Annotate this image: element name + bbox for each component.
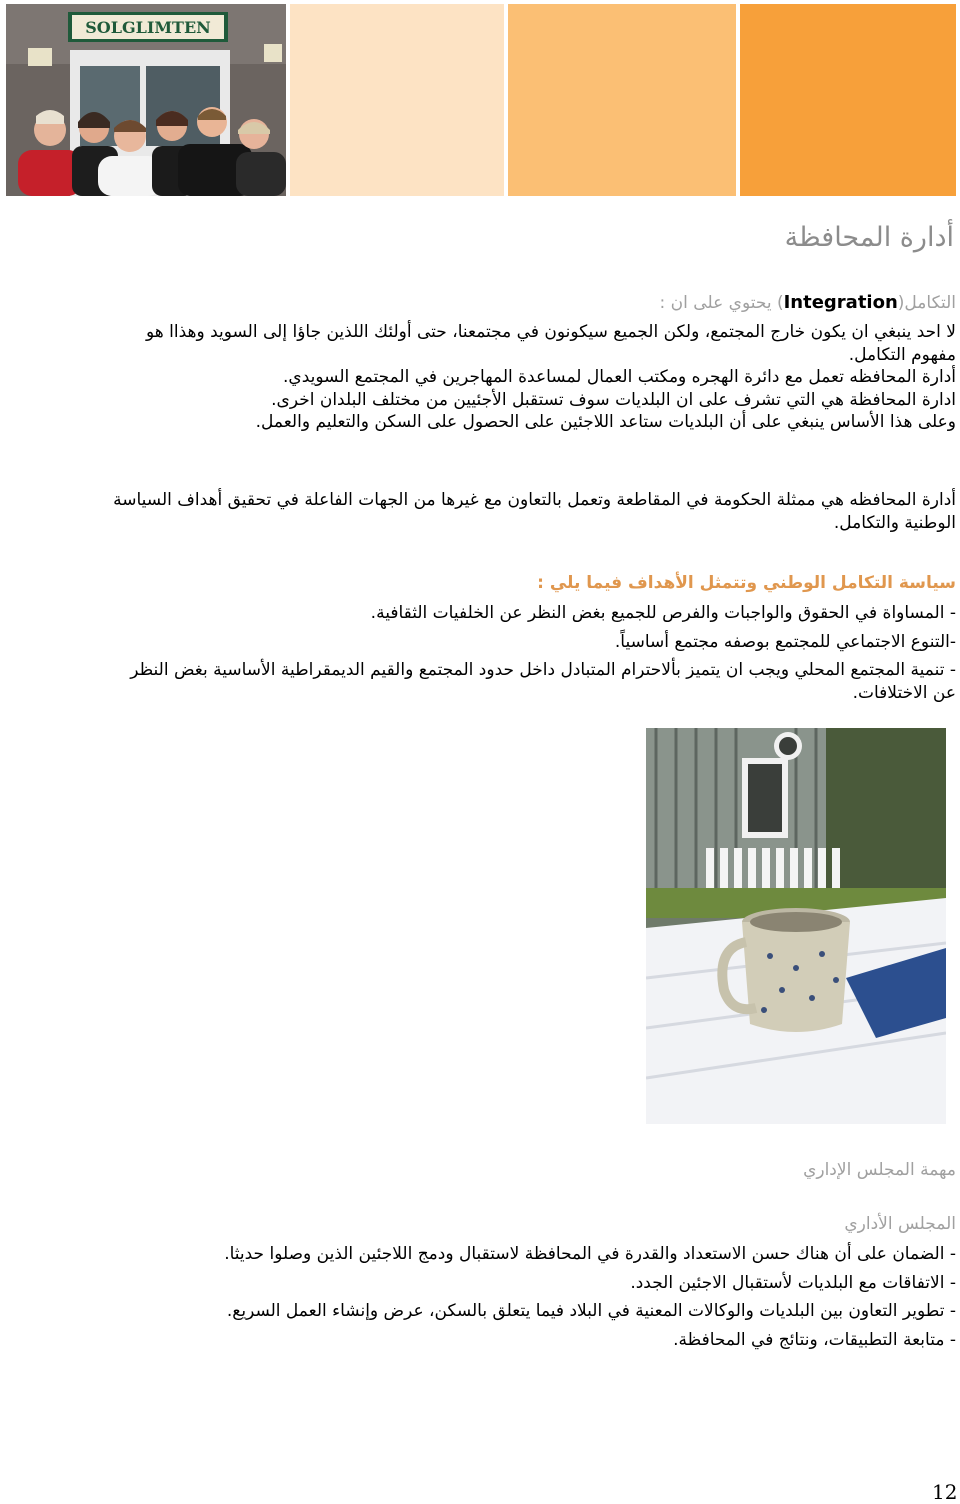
integration-heading [356, 292, 956, 313]
board-item: - تطوير التعاون بين البلديات والوكالات المعنية في البلاد فيما يتعلق بالسكن، عرض وإنشاء العمل السريع. [226, 1301, 956, 1321]
store-sign-text: SOLGLIMTEN [85, 18, 211, 37]
header-band-light [290, 4, 504, 196]
integration-line: ادارة المحافظة هي التي تشرف على ان البلديات سوف تستقبل الأجئيين من مختلف البلدان اخرى. [271, 389, 956, 410]
team-photo [6, 4, 286, 196]
integration-line: مفهوم التكامل. [848, 344, 956, 365]
mug-photo [646, 728, 946, 1124]
integration-term: Integration [783, 292, 898, 313]
policy-item: - المساواة في الحقوق والواجبات والفرص للجميع بغض النظر عن الخلفيات الثقافية. [370, 603, 956, 623]
page-title: أدارة المحافظة [784, 222, 954, 253]
page-number: 12 [932, 1480, 958, 1504]
board-item: - الضمان على أن هناك حسن الاستعداد والقدرة في المحافظة لاستقبال ودمج اللاجئين الذين وصلوا حديثا. [224, 1244, 956, 1264]
policy-list [26, 602, 956, 704]
integration-line: أدارة المحافظه تعمل مع دائرة الهجره ومكتب العمال لمساعدة المهاجرين في المجتمع السويدي. [283, 367, 956, 387]
board-heading: المجلس الأداري [844, 1214, 956, 1234]
board-item: - الاتفاقات مع البلديات لأستقبال الاجئين الجدد. [630, 1272, 956, 1293]
representation-line: الوطنية والتكامل. [833, 512, 956, 533]
policy-heading: سياسة التكامل الوطني وتتمثل الأهداف فيما يلي : [537, 573, 956, 593]
representation-line: أدارة المحافظه هي ممثلة الحكومة في المقاطعة وتعمل بالتعاون مع غيرها من الجهات الفاعلة في تحقيق أهداف السياسة [113, 490, 956, 510]
policy-item: -التنوع الاجتماعي للمجتمع بوصفه مجتمع أساسياً. [614, 631, 956, 652]
integration-paragraph [26, 321, 956, 434]
policy-item: عن الاختلافات. [852, 682, 956, 703]
representation-paragraph [26, 489, 956, 534]
header-band-dark [740, 4, 956, 196]
integration-line: لا احد ينبغي ان يكون خارج المجتمع، ولكن الجميع سيكونون في مجتمعنا، حتى أولئك اللذين جاؤا إلى السويد وهذاا هو [145, 322, 956, 342]
board-task-heading: مهمة المجلس الإداري [803, 1160, 956, 1180]
policy-item: - تنمية المجتمع المحلي ويجب ان يتميز بألاحترام المتبادل داخل حدود المجتمع والقيم الديمقراطية الأساسية بغض النظر [130, 660, 956, 680]
integration-line: وعلى هذا الأساس ينبغي على أن البلديات ستاعد اللاجئين على الحصول على السكن والتعليم والعمل. [255, 412, 956, 432]
board-item: - متابعة التطبيقات، ونتائج في المحافظة. [673, 1329, 956, 1350]
header-band-mid [508, 4, 736, 196]
board-list [26, 1243, 956, 1351]
integration-heading-before: التكامل( [897, 293, 956, 313]
integration-heading-after: ) يحتوي على ان : [659, 293, 784, 313]
